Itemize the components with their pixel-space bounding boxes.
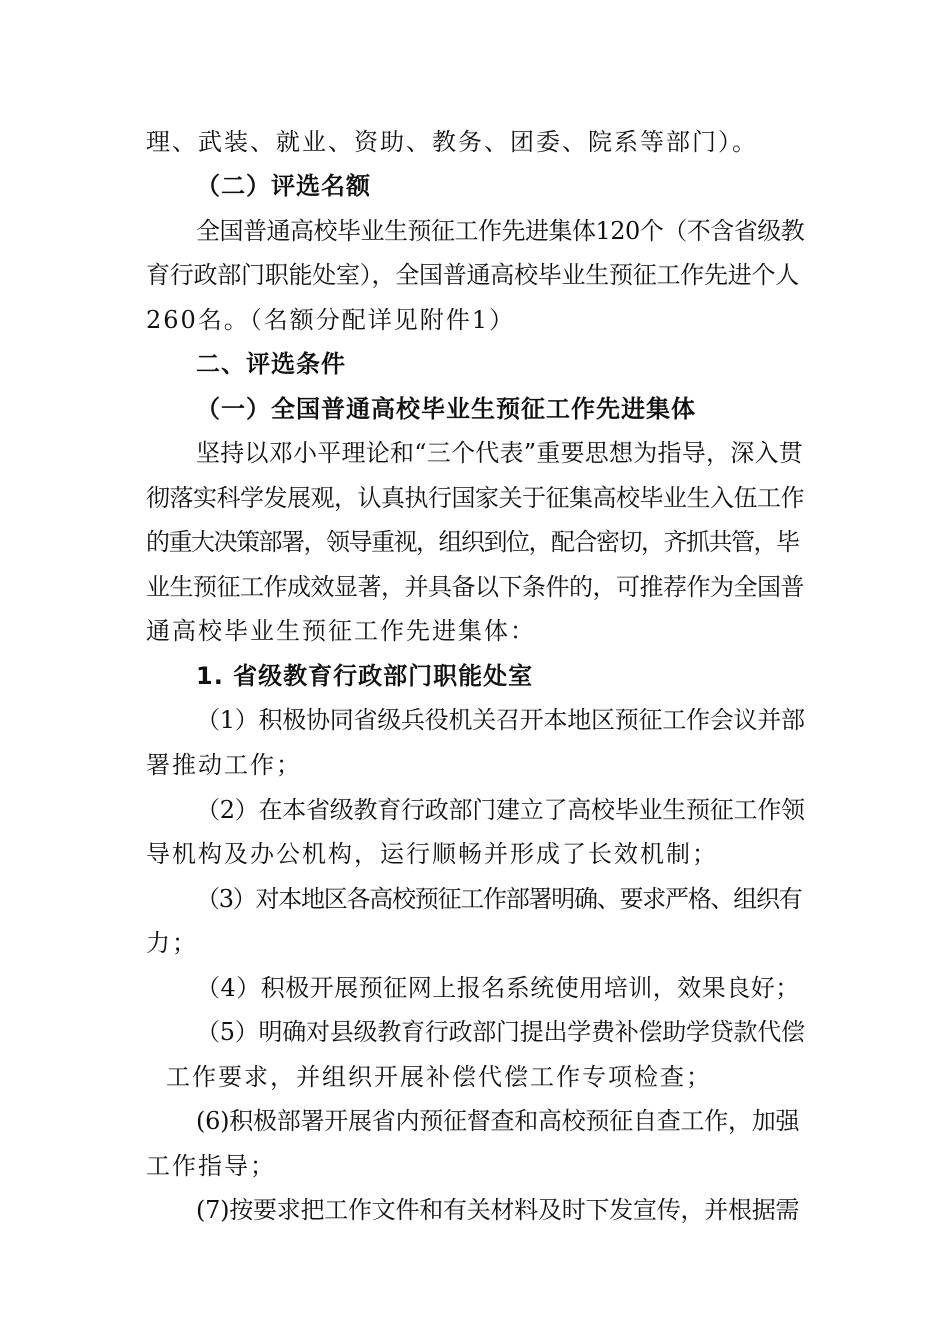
paragraph-line: (6)积极部署开展省内预征督查和高校预征自查工作，加强: [196, 1107, 800, 1135]
paragraph-line: 业生预征工作成效显著，并具备以下条件的，可推荐作为全国普: [146, 573, 804, 601]
paragraph-line: （5）明确对县级教育行政部门提出学费补偿助学贷款代偿: [196, 1018, 805, 1046]
paragraph-line: 彻落实科学发展观，认真执行国家关于征集高校毕业生入伍工作: [146, 484, 804, 512]
paragraph-line: 署推动工作；: [146, 751, 302, 779]
paragraph-line: 理、武装、就业、资助、教务、团委、院系等部门）。: [146, 128, 758, 156]
paragraph-line: （3）对本地区各高校预征工作部署明确、要求严格、组织有: [196, 885, 802, 913]
paragraph-line: 导机构及办公机构，运行顺畅并形成了长效机制；: [146, 840, 718, 868]
section-heading: 二、评选条件: [196, 350, 346, 378]
paragraph-line: 力；: [146, 929, 198, 957]
subsection-heading: （一）全国普通高校毕业生预征工作先进集体: [196, 395, 696, 423]
paragraph-line: （2）在本省级教育行政部门建立了高校毕业生预征工作领: [196, 796, 805, 824]
paragraph-line: （4）积极开展预征网上报名系统使用培训，效果良好；: [196, 974, 800, 1002]
paragraph-line: 坚持以邓小平理论和“三个代表”重要思想为指导，深入贯: [196, 439, 804, 467]
paragraph-line: 工作要求，并组织开展补偿代偿工作专项检查；: [166, 1063, 712, 1091]
paragraph-line: (7)按要求把工作文件和有关材料及时下发宣传，并根据需: [196, 1196, 800, 1224]
paragraph-line: （1）积极协同省级兵役机关召开本地区预征工作会议并部: [196, 706, 805, 734]
paragraph-line: 工作指导；: [146, 1152, 276, 1180]
paragraph-line: 通高校毕业生预征工作先进集体：: [146, 617, 536, 645]
paragraph-line: 的重大决策部署，领导重视，组织到位，配合密切，齐抓共管，毕: [146, 528, 799, 556]
paragraph-line: 全国普通高校毕业生预征工作先进集体120个（不含省级教: [196, 217, 805, 245]
paragraph-line: 育行政部门职能处室），全国普通高校毕业生预征工作先进个人: [146, 261, 799, 289]
section-heading: （二）评选名额: [196, 172, 371, 200]
paragraph-line: 260名。（名额分配详见附件1）: [146, 306, 516, 334]
item-heading: 1. 省级教育行政部门职能处室: [196, 662, 534, 690]
